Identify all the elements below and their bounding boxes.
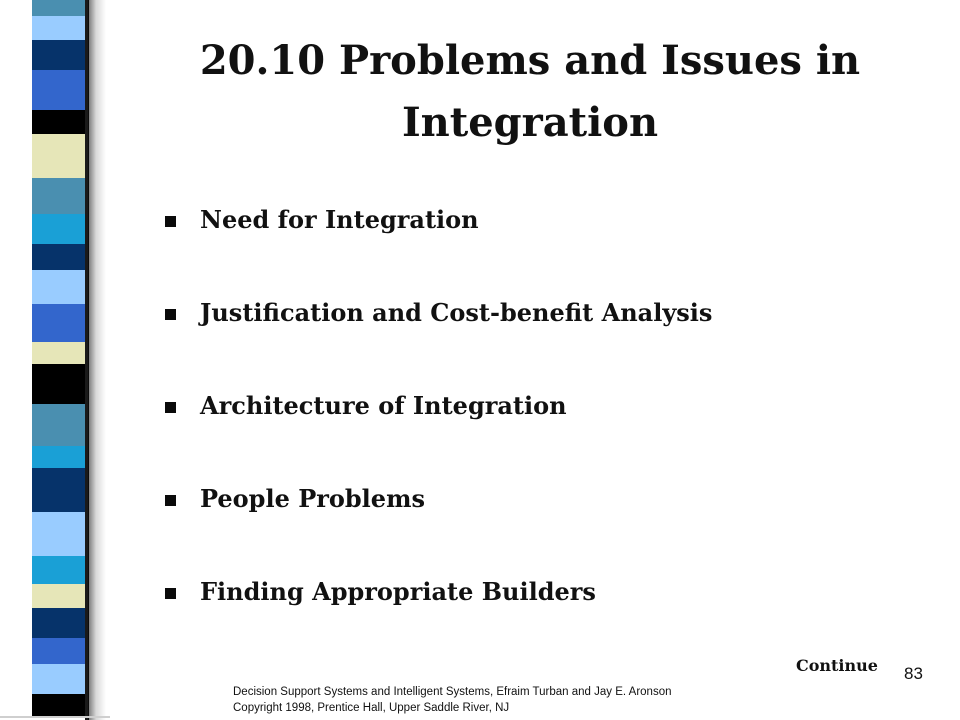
strip-block xyxy=(32,40,86,70)
bullet-text: Justification and Cost-benefit Analysis xyxy=(200,297,713,327)
square-bullet-icon xyxy=(165,495,176,506)
strip-block xyxy=(32,178,86,214)
strip-block xyxy=(32,110,86,134)
slide-title: 20.10 Problems and Issues in Integration xyxy=(199,37,861,146)
strip-block xyxy=(32,0,86,16)
strip-block xyxy=(32,694,86,716)
square-bullet-icon xyxy=(165,309,176,320)
strip-shadow xyxy=(88,0,106,720)
square-bullet-icon xyxy=(165,402,176,413)
strip-block xyxy=(32,404,86,446)
footer-line-1: Decision Support Systems and Intelligent Systems, Efraim Turban and Jay E. Aronson xyxy=(233,686,672,698)
bullet-item xyxy=(160,196,712,242)
square-bullet-icon xyxy=(165,588,176,599)
strip-block xyxy=(32,364,86,404)
page-number: 83 xyxy=(904,664,923,683)
bullet-text: Architecture of Integration xyxy=(200,390,567,420)
strip-block xyxy=(32,512,86,556)
decorative-color-strip xyxy=(32,0,92,720)
strip-block xyxy=(32,446,86,468)
footer xyxy=(233,684,672,716)
bullet-item xyxy=(160,289,712,335)
bullet-text: Need for Integration xyxy=(200,204,479,234)
footer-line-2: Copyright 1998, Prentice Hall, Upper Saddle River, NJ xyxy=(233,702,510,714)
bullet-item xyxy=(160,475,712,521)
strip-block xyxy=(32,70,86,110)
strip-block xyxy=(32,468,86,512)
strip-block xyxy=(32,584,86,608)
bullet-text: Finding Appropriate Builders xyxy=(200,576,596,606)
bullet-text: People Problems xyxy=(200,483,425,513)
bullet-list xyxy=(160,196,712,661)
strip-block xyxy=(32,342,86,364)
strip-block xyxy=(32,270,86,304)
bullet-item xyxy=(160,568,712,614)
strip-block xyxy=(32,556,86,584)
strip-block xyxy=(32,244,86,270)
strip-block xyxy=(32,304,86,342)
bullet-item xyxy=(160,382,712,428)
strip-block xyxy=(32,134,86,178)
strip-block xyxy=(32,608,86,638)
strip-block xyxy=(32,664,86,694)
strip-block xyxy=(32,638,86,664)
bottom-rule xyxy=(0,716,110,718)
strip-block xyxy=(32,214,86,244)
strip-block xyxy=(32,16,86,40)
square-bullet-icon xyxy=(165,216,176,227)
continue-link[interactable]: Continue xyxy=(796,656,878,675)
